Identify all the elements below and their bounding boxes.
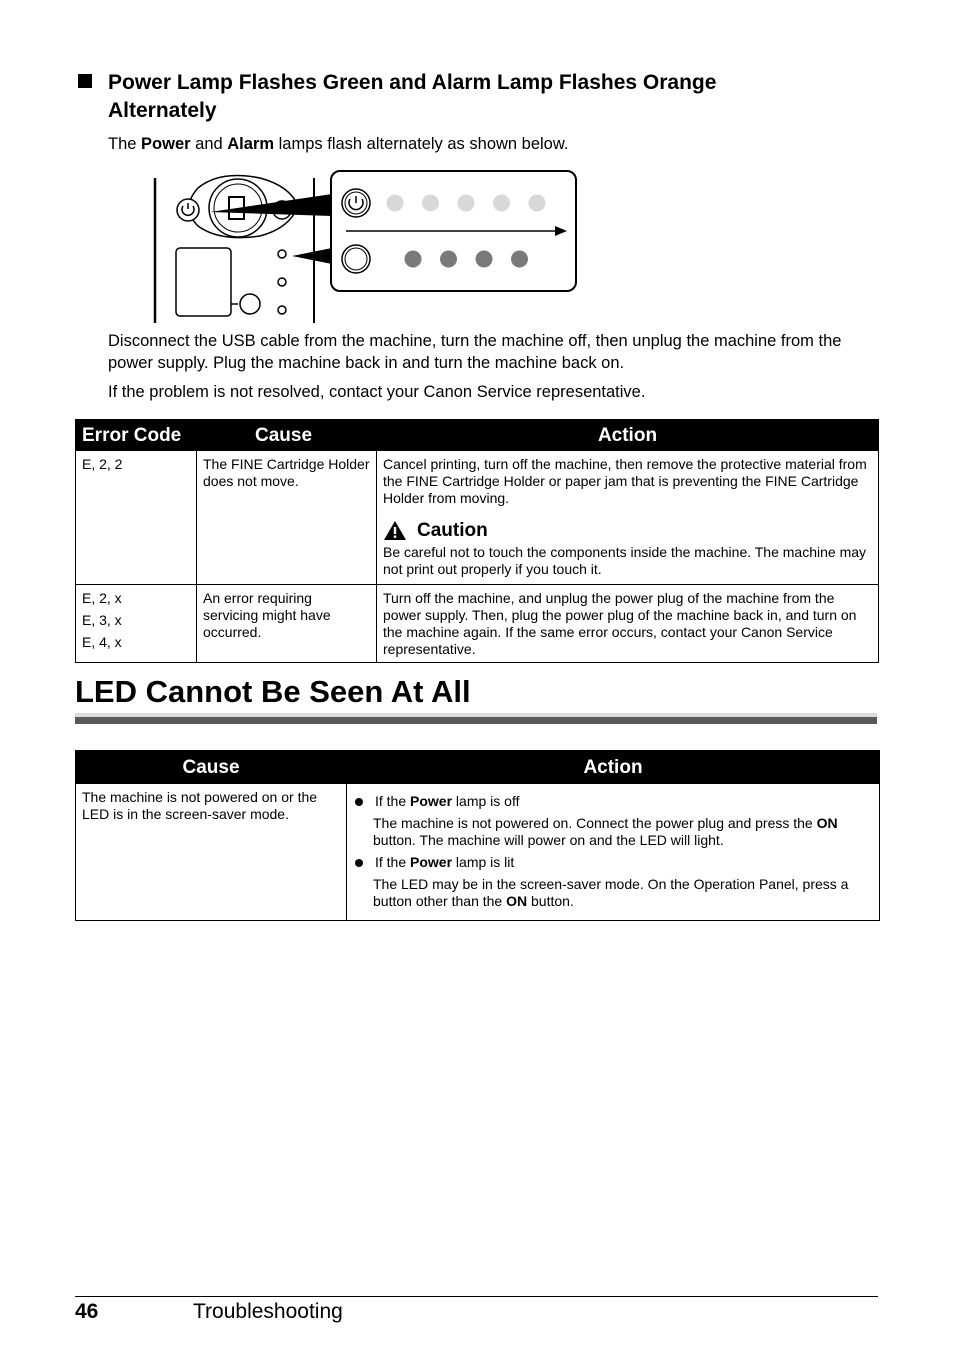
bullet-icon [355,798,363,806]
lamp-dot [387,195,404,212]
header-action: Action [347,751,880,784]
action-cell [347,784,880,921]
header-error-code: Error Code [76,420,197,451]
title-underline-dark [75,717,877,724]
lamp-dot [405,251,422,268]
error-code-cell [76,585,197,663]
square-bullet-icon [78,74,92,88]
error-code: E, 2, 2 [82,456,123,472]
lamp-dot [493,195,510,212]
bullet-item [353,854,873,871]
intro-text: The Power and Alarm lamps flash alternately as shown below. [108,135,569,153]
action-cell: Turn off the machine, and unplug the power plug of the machine from the power supply. Then, plug the power plug of the machine back in, and turn on the machine again. If the same error occurs, contact your Canon Service representative. [377,585,879,663]
header-cause: Cause [76,751,347,784]
footer-rule [75,1296,878,1297]
instruction-paragraph: Disconnect the USB cable from the machine, turn the machine off, then unplug the machine from the power supply. Plug the machine back in and turn the machine back on. [108,332,842,372]
lamp-dot [511,251,528,268]
page-number: 46 [75,1300,99,1323]
footer-section-name: Troubleshooting [193,1300,343,1323]
action-text: Cancel printing, turn off the machine, then remove the protective material from the FINE Cartridge Holder or paper jam that is preventing the FINE Cartridge Holder from moving. [383,456,867,506]
section-title: Power Lamp Flashes Green and Alarm Lamp Flashes Orange Alternately [108,71,717,122]
caution-heading [383,520,872,541]
bullet-body: The machine is not powered on. Connect the power plug and press the ON button. The machine will power on and the LED will light. [373,815,838,848]
error-code: E, 4, x [82,634,122,650]
bullet-item [353,793,873,810]
lamp-dot [422,195,439,212]
cause-cell: The machine is not powered on or the LED is in the screen-saver mode. [76,784,347,921]
error-code: E, 2, x [82,590,122,606]
operation-panel-lamp-diagram [150,168,582,328]
header-cause: Cause [197,420,377,451]
power-button-icon [177,199,199,221]
table-row [76,451,879,585]
bullet-body: The LED may be in the screen-saver mode. On the Operation Panel, press a button other than the ON button. [373,876,849,909]
led-table [75,750,880,921]
lamp-dot [440,251,457,268]
lamp-dot [458,195,475,212]
header-action: Action [377,420,879,451]
cause-cell: The FINE Cartridge Holder does not move. [197,451,377,585]
bullet-icon [355,859,363,867]
action-cell [377,451,879,585]
page-title: LED Cannot Be Seen At All [75,674,471,709]
bullet-heading: If the Power lamp is off [375,793,520,809]
error-code: E, 3, x [82,612,122,628]
table-header-row [76,751,880,784]
error-code-cell [76,451,197,585]
table-row [76,585,879,663]
cause-cell: An error requiring servicing might have occurred. [197,585,377,663]
lamp-dot [529,195,546,212]
table-header-row [76,420,879,451]
error-code-table [75,419,879,663]
caution-text: Be careful not to touch the components inside the machine. The machine may not print out properly if you touch it. [383,544,867,577]
bullet-heading: If the Power lamp is lit [375,854,515,870]
contact-paragraph: If the problem is not resolved, contact your Canon Service representative. [108,383,646,401]
table-row [76,784,880,921]
caution-title: Caution [417,520,488,541]
lamp-dot [476,251,493,268]
warning-icon [383,520,407,541]
